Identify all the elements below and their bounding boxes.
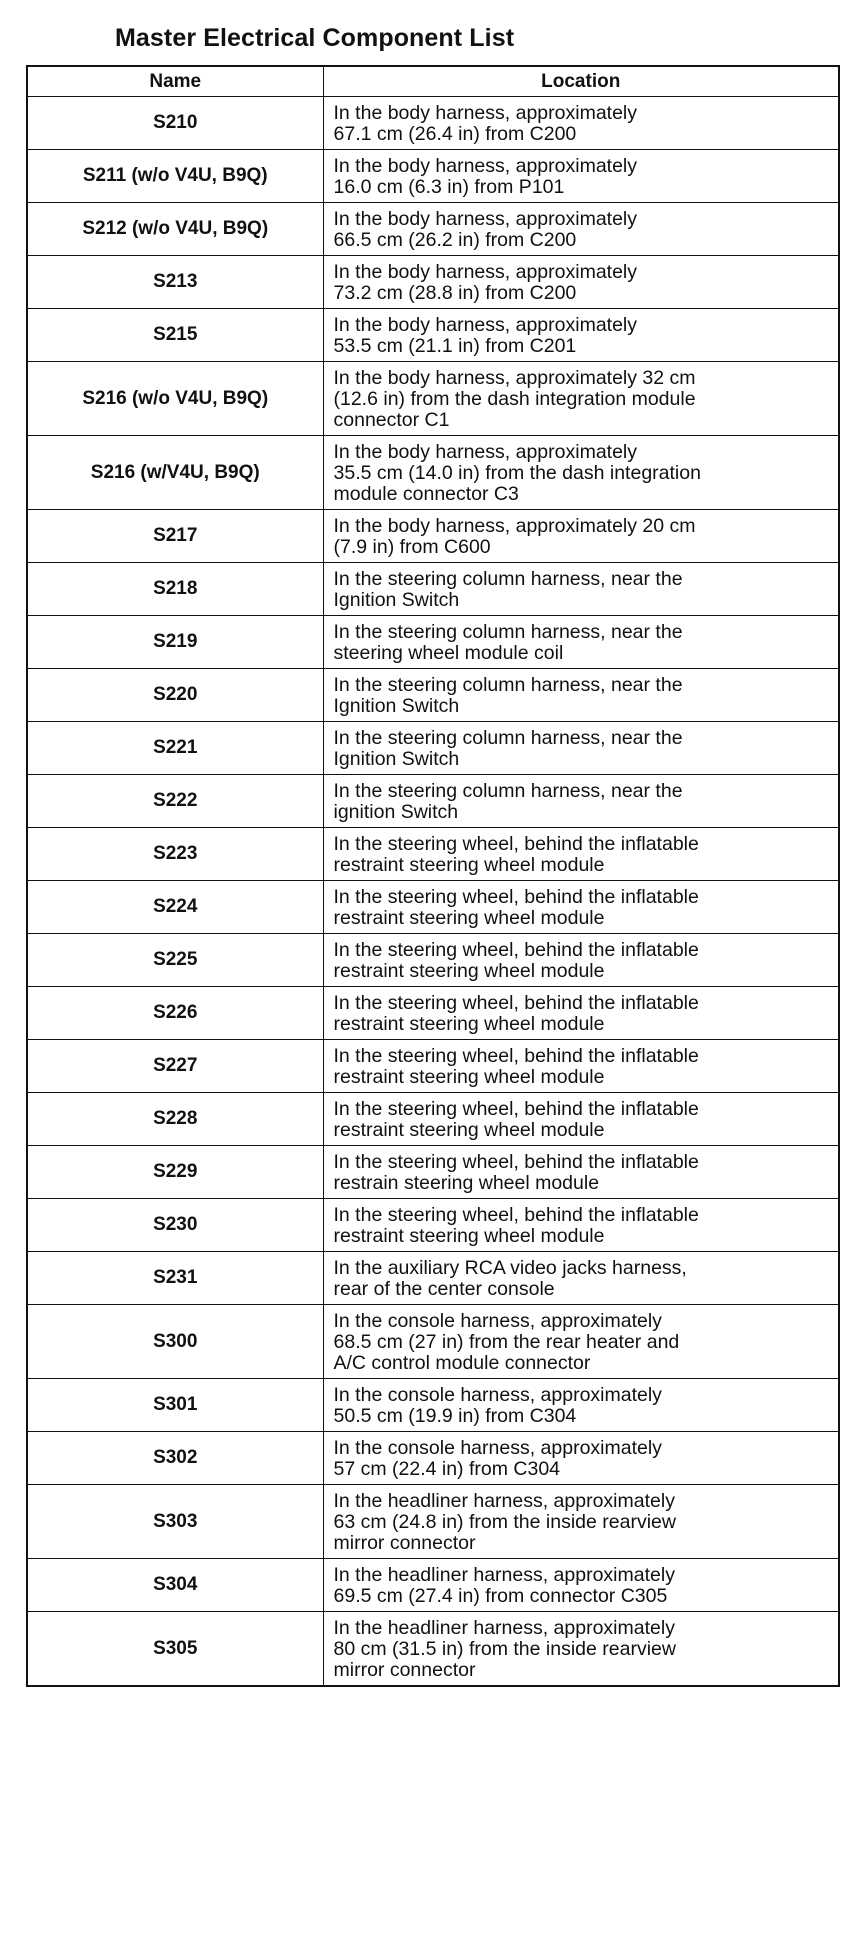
component-name-cell: S300 <box>27 1305 323 1379</box>
component-location-cell <box>323 510 839 563</box>
component-name-cell: S210 <box>27 97 323 150</box>
component-name-cell: S219 <box>27 616 323 669</box>
location-line: restraint steering wheel module <box>333 960 605 982</box>
location-line: In the steering wheel, behind the inflatable <box>333 1045 699 1067</box>
location-line: In the console harness, approximately <box>333 1384 662 1406</box>
component-location-cell <box>323 436 839 510</box>
component-name-cell: S302 <box>27 1432 323 1485</box>
component-location-cell <box>323 722 839 775</box>
location-line: In the headliner harness, approximately <box>333 1564 675 1586</box>
table-body <box>27 97 839 1687</box>
table-row <box>27 1485 839 1559</box>
table-row <box>27 1559 839 1612</box>
table-row <box>27 1379 839 1432</box>
location-line: 63 cm (24.8 in) from the inside rearview <box>333 1511 676 1533</box>
location-line: 50.5 cm (19.9 in) from C304 <box>333 1405 577 1427</box>
location-line: In the steering column harness, near the <box>333 780 683 802</box>
location-line: In the body harness, approximately 32 cm <box>333 367 696 389</box>
component-location-cell <box>323 987 839 1040</box>
location-line: In the auxiliary RCA video jacks harness, <box>333 1257 687 1279</box>
component-location-cell <box>323 1612 839 1687</box>
component-name-cell: S301 <box>27 1379 323 1432</box>
table-row <box>27 775 839 828</box>
table-row <box>27 309 839 362</box>
table-row <box>27 563 839 616</box>
table-row <box>27 150 839 203</box>
component-name-cell: S211 (w/o V4U, B9Q) <box>27 150 323 203</box>
location-line: In the headliner harness, approximately <box>333 1617 675 1639</box>
component-name-cell: S226 <box>27 987 323 1040</box>
location-line: 66.5 cm (26.2 in) from C200 <box>333 229 577 251</box>
component-location-cell <box>323 362 839 436</box>
component-location-cell <box>323 563 839 616</box>
location-line: restraint steering wheel module <box>333 907 605 929</box>
location-line: (7.9 in) from C600 <box>333 536 491 558</box>
location-line: A/C control module connector <box>333 1352 591 1374</box>
location-line: In the steering column harness, near the <box>333 568 683 590</box>
component-location-cell <box>323 616 839 669</box>
location-line: restraint steering wheel module <box>333 854 605 876</box>
location-line: restraint steering wheel module <box>333 1225 605 1247</box>
location-line: In the steering wheel, behind the inflatable <box>333 1204 699 1226</box>
component-name-cell: S229 <box>27 1146 323 1199</box>
component-name-cell: S305 <box>27 1612 323 1687</box>
component-name-cell: S212 (w/o V4U, B9Q) <box>27 203 323 256</box>
location-line: In the steering wheel, behind the inflatable <box>333 1151 699 1173</box>
location-line: restrain steering wheel module <box>333 1172 600 1194</box>
table-row <box>27 722 839 775</box>
component-name-cell: S216 (w/o V4U, B9Q) <box>27 362 323 436</box>
component-name-cell: S215 <box>27 309 323 362</box>
location-line: In the steering wheel, behind the inflatable <box>333 833 699 855</box>
component-location-cell <box>323 775 839 828</box>
table-row <box>27 1040 839 1093</box>
table-row <box>27 881 839 934</box>
column-header-name: Name <box>27 66 323 97</box>
location-line: restraint steering wheel module <box>333 1066 605 1088</box>
component-name-cell: S225 <box>27 934 323 987</box>
table-row <box>27 934 839 987</box>
component-name-cell: S216 (w/V4U, B9Q) <box>27 436 323 510</box>
table-row <box>27 510 839 563</box>
location-line: mirror connector <box>333 1659 476 1681</box>
table-row <box>27 1432 839 1485</box>
location-line: In the body harness, approximately 20 cm <box>333 515 696 537</box>
table-header-row <box>27 66 839 97</box>
table-row <box>27 362 839 436</box>
location-line: 57 cm (22.4 in) from C304 <box>333 1458 561 1480</box>
component-location-cell <box>323 1305 839 1379</box>
location-line: Ignition Switch <box>333 695 460 717</box>
table-row <box>27 1199 839 1252</box>
component-location-cell <box>323 1093 839 1146</box>
location-line: In the console harness, approximately <box>333 1437 662 1459</box>
location-line: In the steering wheel, behind the inflatable <box>333 1098 699 1120</box>
component-location-cell <box>323 203 839 256</box>
component-location-cell <box>323 1040 839 1093</box>
table-row <box>27 1252 839 1305</box>
location-line: In the steering column harness, near the <box>333 674 683 696</box>
component-table-wrapper <box>26 65 838 1687</box>
location-line: 35.5 cm (14.0 in) from the dash integration <box>333 462 701 484</box>
location-line: 68.5 cm (27 in) from the rear heater and <box>333 1331 680 1353</box>
location-line: steering wheel module coil <box>333 642 564 664</box>
location-line: In the body harness, approximately <box>333 441 638 463</box>
table-row <box>27 1612 839 1687</box>
table-row <box>27 203 839 256</box>
component-table <box>26 65 840 1687</box>
location-line: 53.5 cm (21.1 in) from C201 <box>333 335 577 357</box>
location-line: In the steering column harness, near the <box>333 727 683 749</box>
component-location-cell <box>323 881 839 934</box>
location-line: In the steering wheel, behind the inflatable <box>333 886 699 908</box>
table-row <box>27 256 839 309</box>
location-line: 73.2 cm (28.8 in) from C200 <box>333 282 577 304</box>
location-line: In the steering wheel, behind the inflatable <box>333 992 699 1014</box>
component-name-cell: S231 <box>27 1252 323 1305</box>
location-line: ignition Switch <box>333 801 459 823</box>
location-line: Ignition Switch <box>333 748 460 770</box>
component-name-cell: S227 <box>27 1040 323 1093</box>
component-location-cell <box>323 1432 839 1485</box>
component-name-cell: S220 <box>27 669 323 722</box>
location-line: module connector C3 <box>333 483 519 505</box>
location-line: In the steering wheel, behind the inflatable <box>333 939 699 961</box>
component-location-cell <box>323 309 839 362</box>
component-name-cell: S228 <box>27 1093 323 1146</box>
component-location-cell <box>323 1199 839 1252</box>
page-title: Master Electrical Component List <box>115 24 515 52</box>
location-line: In the headliner harness, approximately <box>333 1490 675 1512</box>
component-location-cell <box>323 669 839 722</box>
location-line: In the body harness, approximately <box>333 261 638 283</box>
component-name-cell: S218 <box>27 563 323 616</box>
component-location-cell <box>323 1379 839 1432</box>
location-line: In the body harness, approximately <box>333 208 638 230</box>
location-line: In the body harness, approximately <box>333 155 638 177</box>
component-location-cell <box>323 934 839 987</box>
component-name-cell: S303 <box>27 1485 323 1559</box>
location-line: In the body harness, approximately <box>333 102 638 124</box>
location-line: (12.6 in) from the dash integration module <box>333 388 696 410</box>
location-line: 80 cm (31.5 in) from the inside rearview <box>333 1638 676 1660</box>
table-row <box>27 97 839 150</box>
table-row <box>27 1146 839 1199</box>
table-row <box>27 987 839 1040</box>
table-row <box>27 1093 839 1146</box>
location-line: In the steering column harness, near the <box>333 621 683 643</box>
component-name-cell: S213 <box>27 256 323 309</box>
component-name-cell: S224 <box>27 881 323 934</box>
location-line: 67.1 cm (26.4 in) from C200 <box>333 123 577 145</box>
location-line: restraint steering wheel module <box>333 1013 605 1035</box>
component-name-cell: S223 <box>27 828 323 881</box>
component-location-cell <box>323 828 839 881</box>
component-name-cell: S217 <box>27 510 323 563</box>
component-name-cell: S230 <box>27 1199 323 1252</box>
column-header-location: Location <box>323 66 839 97</box>
location-line: In the console harness, approximately <box>333 1310 662 1332</box>
component-location-cell <box>323 1252 839 1305</box>
location-line: rear of the center console <box>333 1278 555 1300</box>
component-location-cell <box>323 1146 839 1199</box>
component-location-cell <box>323 150 839 203</box>
location-line: restraint steering wheel module <box>333 1119 605 1141</box>
component-name-cell: S221 <box>27 722 323 775</box>
component-name-cell: S222 <box>27 775 323 828</box>
component-name-cell: S304 <box>27 1559 323 1612</box>
location-line: In the body harness, approximately <box>333 314 638 336</box>
table-row <box>27 1305 839 1379</box>
table-row <box>27 436 839 510</box>
location-line: Ignition Switch <box>333 589 460 611</box>
location-line: connector C1 <box>333 409 450 431</box>
component-location-cell <box>323 1485 839 1559</box>
component-location-cell <box>323 256 839 309</box>
location-line: 69.5 cm (27.4 in) from connector C305 <box>333 1585 668 1607</box>
component-location-cell <box>323 1559 839 1612</box>
component-location-cell <box>323 97 839 150</box>
location-line: mirror connector <box>333 1532 476 1554</box>
location-line: 16.0 cm (6.3 in) from P101 <box>333 176 565 198</box>
table-row <box>27 669 839 722</box>
table-row <box>27 616 839 669</box>
table-row <box>27 828 839 881</box>
